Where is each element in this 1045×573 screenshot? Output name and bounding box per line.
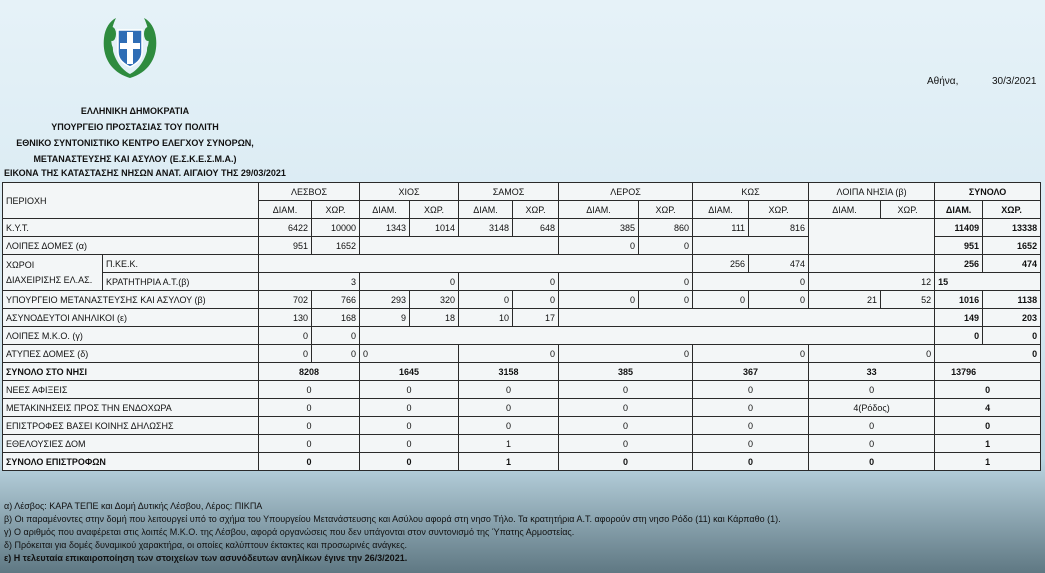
cell: 0 bbox=[259, 453, 360, 471]
table-row bbox=[3, 345, 1041, 363]
row-label: ΣΥΝΟΛΟ ΕΠΙΣΤΡΟΦΩΝ bbox=[3, 453, 259, 471]
cell: 0 bbox=[559, 345, 693, 363]
cell: 10 bbox=[459, 309, 513, 327]
cell: 0 bbox=[459, 291, 513, 309]
cell: 0 bbox=[693, 345, 809, 363]
row-label: ΑΣΥΝΟΔΕΥΤΟΙ ΑΝΗΛΙΚΟΙ (ε) bbox=[3, 309, 259, 327]
cell: 0 bbox=[259, 435, 360, 453]
cell: 0 bbox=[559, 453, 693, 471]
cell: 0 bbox=[693, 417, 809, 435]
row-label: ΣΥΝΟΛΟ ΣΤΟ ΝΗΣΙ bbox=[3, 363, 259, 381]
total-cell: 1138 bbox=[983, 291, 1041, 309]
cell: 3 bbox=[259, 273, 360, 291]
cell: 0 bbox=[559, 381, 693, 399]
total-cell: 1652 bbox=[983, 237, 1041, 255]
total-cell: 4 bbox=[935, 399, 1041, 417]
diam-header: ΔΙΑΜ. bbox=[259, 201, 312, 219]
diam-header: ΔΙΑΜ. bbox=[459, 201, 513, 219]
total-cell: 13338 bbox=[983, 219, 1041, 237]
cell: 0 bbox=[809, 435, 935, 453]
cell: 648 bbox=[513, 219, 559, 237]
chor-header: ΧΩΡ. bbox=[983, 201, 1041, 219]
cell: 0 bbox=[693, 291, 749, 309]
row-label: ΜΕΤΑΚΙΝΗΣΕΙΣ ΠΡΟΣ ΤΗΝ ΕΝΔΟΧΩΡΑ bbox=[3, 399, 259, 417]
footnote-d: δ) Πρόκειται για δομές δυναμικού χαρακτήρα, οι οποίες καλύπτουν έκτακτες και προσωρινές ανάγκες. bbox=[4, 540, 408, 550]
cell: 320 bbox=[410, 291, 459, 309]
island-header-samos: ΣΑΜΟΣ bbox=[459, 183, 559, 201]
table-row bbox=[3, 309, 1041, 327]
cell: 0 bbox=[639, 237, 693, 255]
cell: 0 bbox=[360, 381, 459, 399]
header-line-2: ΥΠΟΥΡΓΕΙΟ ΠΡΟΣΤΑΣΙΑΣ ΤΟΥ ΠΟΛΙΤΗ bbox=[51, 122, 219, 132]
island-header-leros: ΛΕΡΟΣ bbox=[559, 183, 693, 201]
cell: 256 bbox=[693, 255, 749, 273]
cell: 33 bbox=[809, 363, 935, 381]
header-line-4: ΜΕΤΑΝΑΣΤΕΥΣΗΣ ΚΑΙ ΑΣΥΛΟΥ (Ε.Σ.Κ.Ε.Σ.Μ.Α.) bbox=[33, 154, 237, 164]
empty-cell bbox=[360, 237, 559, 255]
cell: 0 bbox=[259, 381, 360, 399]
cell: 766 bbox=[312, 291, 360, 309]
chor-header: ΧΩΡ. bbox=[410, 201, 459, 219]
diam-header: ΔΙΑΜ. bbox=[693, 201, 749, 219]
table-row bbox=[3, 255, 1041, 273]
total-cell: 203 bbox=[983, 309, 1041, 327]
cell: 0 bbox=[559, 273, 693, 291]
cell: 0 bbox=[312, 345, 360, 363]
cell: 293 bbox=[360, 291, 410, 309]
cell: 1645 bbox=[360, 363, 459, 381]
chor-header: ΧΩΡ. bbox=[881, 201, 935, 219]
footnotes bbox=[4, 500, 1034, 565]
island-header-other: ΛΟΙΠΑ ΝΗΣΙΑ (β) bbox=[809, 183, 935, 201]
cell: 1 bbox=[459, 453, 559, 471]
total-cell: 0 bbox=[983, 327, 1041, 345]
cell: 702 bbox=[259, 291, 312, 309]
cell: 0 bbox=[693, 273, 809, 291]
cell: 860 bbox=[639, 219, 693, 237]
row-label: ΛΟΙΠΕΣ ΔΟΜΕΣ (α) bbox=[3, 237, 259, 255]
cell: 0 bbox=[259, 345, 312, 363]
date-city: Αθήνα, bbox=[927, 76, 959, 87]
table-row bbox=[3, 327, 1041, 345]
table-row bbox=[3, 381, 1041, 399]
table-row bbox=[3, 291, 1041, 309]
cell: 0 bbox=[459, 417, 559, 435]
total-cell: 0 bbox=[935, 417, 1041, 435]
diam-header: ΔΙΑΜ. bbox=[360, 201, 410, 219]
cell: 3148 bbox=[459, 219, 513, 237]
cell: 0 bbox=[749, 291, 809, 309]
total-cell: 13796 bbox=[935, 363, 1041, 381]
header-line-3: ΕΘΝΙΚΟ ΣΥΝΤΟΝΙΣΤΙΚΟ ΚΕΝΤΡΟ ΕΛΕΓΧΟΥ ΣΥΝΟΡΩΝ, bbox=[16, 138, 254, 148]
footnote-e: ε) Η τελευταία επικαιροποίηση των στοιχείων των ασυνόδευτων ανηλίκων έγινε την 26/3/2021. bbox=[4, 553, 408, 563]
diam-header: ΔΙΑΜ. bbox=[935, 201, 983, 219]
cell: 367 bbox=[693, 363, 809, 381]
cell: 0 bbox=[809, 453, 935, 471]
date-value: 30/3/2021 bbox=[992, 76, 1037, 87]
cell: 0 bbox=[693, 435, 809, 453]
cell: 111 bbox=[693, 219, 749, 237]
cell: 130 bbox=[259, 309, 312, 327]
cell: 0 bbox=[459, 345, 559, 363]
cell: 18 bbox=[410, 309, 459, 327]
cell: 0 bbox=[360, 453, 459, 471]
total-cell: 15 bbox=[935, 273, 1041, 291]
row-label: Π.ΚΕ.Κ. bbox=[103, 255, 259, 273]
island-header-chios: ΧΙΟΣ bbox=[360, 183, 459, 201]
row-label: ΛΟΙΠΕΣ Μ.Κ.Ο. (γ) bbox=[3, 327, 259, 345]
cell: 0 bbox=[559, 237, 639, 255]
report-title: ΕΙΚΟΝΑ ΤΗΣ ΚΑΤΑΣΤΑΣΗΣ ΝΗΣΩΝ ΑΝΑΤ. ΑΙΓΑΙΟΥ ΤΗΣ 29/03/2021 bbox=[4, 168, 286, 178]
total-cell: 1 bbox=[935, 453, 1041, 471]
cell: 0 bbox=[360, 273, 459, 291]
table-row-total bbox=[3, 363, 1041, 381]
cell: 0 bbox=[639, 291, 693, 309]
org-header bbox=[0, 103, 270, 167]
row-label: ΕΘΕΛΟΥΣΙΕΣ ΔΟΜ bbox=[3, 435, 259, 453]
chor-header: ΧΩΡ. bbox=[639, 201, 693, 219]
cell: 0 bbox=[360, 345, 459, 363]
cell: 0 bbox=[809, 417, 935, 435]
diam-header: ΔΙΑΜ. bbox=[809, 201, 881, 219]
cell: 0 bbox=[693, 399, 809, 417]
total-cell: 256 bbox=[935, 255, 983, 273]
total-cell: 11409 bbox=[935, 219, 983, 237]
cell: 21 bbox=[809, 291, 881, 309]
total-cell: 149 bbox=[935, 309, 983, 327]
cell: 0 bbox=[259, 399, 360, 417]
footnote-c: γ) Ο αριθμός που αναφέρεται στις λοιπές Μ.Κ.Ο. της Λέσβου, αφορά οργανώσεις που δεν υπάγονται στον συντονισμό της Ύπατης Αρμοστείας. bbox=[4, 527, 575, 537]
greek-emblem-icon bbox=[100, 14, 160, 82]
table-row bbox=[3, 399, 1041, 417]
empty-cell bbox=[693, 237, 809, 255]
xwroi-label-1: ΧΩΡΟΙ bbox=[6, 259, 35, 270]
cell: 951 bbox=[259, 237, 312, 255]
cell: 10000 bbox=[312, 219, 360, 237]
cell: 0 bbox=[809, 381, 935, 399]
cell: 0 bbox=[809, 345, 935, 363]
chor-header: ΧΩΡ. bbox=[312, 201, 360, 219]
cell: 1014 bbox=[410, 219, 459, 237]
table-row bbox=[3, 435, 1041, 453]
cell: 0 bbox=[559, 399, 693, 417]
cell: 0 bbox=[312, 327, 360, 345]
cell: 9 bbox=[360, 309, 410, 327]
total-cell: 0 bbox=[935, 345, 1041, 363]
row-label: ΕΠΙΣΤΡΟΦΕΣ ΒΑΣΕΙ ΚΟΙΝΗΣ ΔΗΛΩΣΗΣ bbox=[3, 417, 259, 435]
chor-header: ΧΩΡ. bbox=[749, 201, 809, 219]
cell: 0 bbox=[513, 291, 559, 309]
cell: 816 bbox=[749, 219, 809, 237]
region-header: ΠΕΡΙΟΧΗ bbox=[3, 183, 259, 219]
empty-cell bbox=[259, 255, 693, 273]
table-row bbox=[3, 219, 1041, 237]
cell: 168 bbox=[312, 309, 360, 327]
cell: 0 bbox=[459, 399, 559, 417]
empty-cell bbox=[809, 219, 935, 255]
cell: 0 bbox=[360, 399, 459, 417]
cell: 1 bbox=[459, 435, 559, 453]
table-header-row-islands bbox=[3, 183, 1041, 201]
cell: 0 bbox=[459, 381, 559, 399]
table-row bbox=[3, 417, 1041, 435]
cell: 0 bbox=[360, 435, 459, 453]
footnote-a: α) Λέσβος: ΚΑΡΑ ΤΕΠΕ και Δομή Δυτικής Λέσβου, Λέρος: ΠΙΚΠΑ bbox=[4, 501, 263, 511]
cell: 17 bbox=[513, 309, 559, 327]
empty-cell bbox=[360, 327, 935, 345]
cell: 0 bbox=[459, 273, 559, 291]
island-header-kos: ΚΩΣ bbox=[693, 183, 809, 201]
cell: 0 bbox=[559, 435, 693, 453]
row-label: ΚΡΑΤΗΤΗΡΙΑ Α.Τ.(β) bbox=[103, 273, 259, 291]
islands-status-table bbox=[2, 182, 1041, 471]
cell: 385 bbox=[559, 219, 639, 237]
row-label: ΑΤΥΠΕΣ ΔΟΜΕΣ (δ) bbox=[3, 345, 259, 363]
row-group-label bbox=[3, 255, 103, 291]
table-row bbox=[3, 273, 1041, 291]
total-cell: 1016 bbox=[935, 291, 983, 309]
table-row-total bbox=[3, 453, 1041, 471]
row-label: Κ.Υ.Τ. bbox=[3, 219, 259, 237]
total-cell: 951 bbox=[935, 237, 983, 255]
cell: 385 bbox=[559, 363, 693, 381]
empty-cell bbox=[559, 309, 935, 327]
cell: 0 bbox=[259, 417, 360, 435]
cell: 474 bbox=[749, 255, 809, 273]
total-header: ΣΥΝΟΛΟ bbox=[935, 183, 1041, 201]
total-cell: 1 bbox=[935, 435, 1041, 453]
cell: 0 bbox=[259, 327, 312, 345]
row-label: ΝΕΕΣ ΑΦΙΞΕΙΣ bbox=[3, 381, 259, 399]
cell: 52 bbox=[881, 291, 935, 309]
cell: 6422 bbox=[259, 219, 312, 237]
cell: 4(Ρόδος) bbox=[809, 399, 935, 417]
cell: 0 bbox=[693, 453, 809, 471]
cell: 1343 bbox=[360, 219, 410, 237]
diam-header: ΔΙΑΜ. bbox=[559, 201, 639, 219]
island-header-lesvos: ΛΕΣΒΟΣ bbox=[259, 183, 360, 201]
cell: 0 bbox=[693, 381, 809, 399]
cell: 0 bbox=[360, 417, 459, 435]
cell: 8208 bbox=[259, 363, 360, 381]
total-cell: 0 bbox=[935, 381, 1041, 399]
xwroi-label-2: ΔΙΑΧΕΙΡΙΣΗΣ ΕΛ.ΑΣ. bbox=[6, 274, 93, 285]
cell: 0 bbox=[559, 417, 693, 435]
total-cell: 0 bbox=[935, 327, 983, 345]
total-cell: 474 bbox=[983, 255, 1041, 273]
row-label: ΥΠΟΥΡΓΕΙΟ ΜΕΤΑΝΑΣΤΕΥΣΗΣ ΚΑΙ ΑΣΥΛΟΥ (β) bbox=[3, 291, 259, 309]
cell: 3158 bbox=[459, 363, 559, 381]
chor-header: ΧΩΡ. bbox=[513, 201, 559, 219]
empty-cell bbox=[809, 255, 935, 273]
cell: 1652 bbox=[312, 237, 360, 255]
footnote-b: β) Οι παραμένοντες στην δομή που λειτουργεί υπό το σχήμα του Υπουργείου Μετανάστευσης και Ασύλου αφορά στη νησο Τήλο. Τα κρατητήρια Α.Τ. αφορούν στη νησο Ρόδο (11) και Κάρπαθο (1). bbox=[4, 514, 781, 524]
cell: 12 bbox=[809, 273, 935, 291]
header-line-1: ΕΛΛΗΝΙΚΗ ΔΗΜΟΚΡΑΤΙΑ bbox=[80, 106, 190, 116]
cell: 0 bbox=[559, 291, 639, 309]
